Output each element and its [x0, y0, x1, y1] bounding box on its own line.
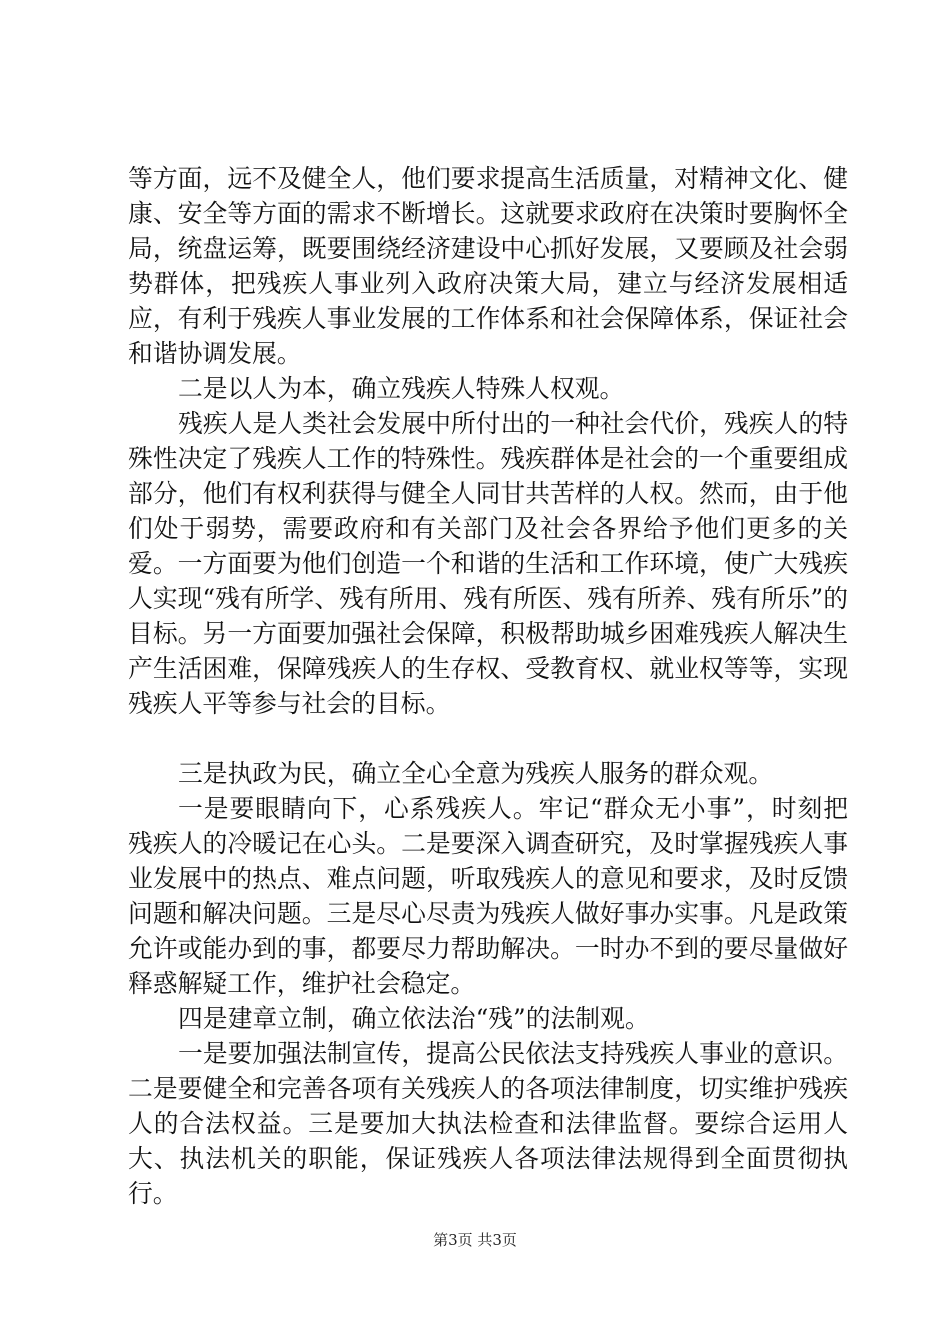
- section-heading-human-rights: 二是以人为本，确立残疾人特殊人权观。: [178, 374, 625, 403]
- section-heading-serve-people: 三是执政为民，确立全心全意为残疾人服务的群众观。: [178, 759, 774, 788]
- page-footer: 第3页 共3页: [433, 1231, 517, 1249]
- section-heading-rule-of-law: 四是建章立制，确立依法治“残”的法制观。: [178, 1004, 650, 1033]
- paragraph-serve-people: 一是要眼睛向下，心系残疾人。牢记“群众无小事”，时刻把残疾人的冷暖记在心头。二是要深入调查研究，及时掌握残疾人事业发展中的热点、难点问题，听取残疾人的意见和要求，及时反馈问题和解决问题。三是尽心尽责为残疾人做好事办实事。凡是政策允许或能办到的事，都要尽力帮助解决。一时办不到的要尽量做好释惑解疑工作，维护社会稳定。: [128, 794, 848, 998]
- paragraph-rule-of-law: 一是要加强法制宣传，提高公民依法支持残疾人事业的意识。二是要健全和完善各项有关残疾人的各项法律制度，切实维护残疾人的合法权益。三是要加大执法检查和法律监督。要综合运用人大、执法机关的职能，保证残疾人各项法律法规得到全面贯彻执行。: [128, 1039, 848, 1208]
- document-body: [128, 161, 848, 1211]
- paragraph-human-rights: 残疾人是人类社会发展中所付出的一种社会代价，残疾人的特殊性决定了残疾人工作的特殊性。残疾群体是社会的一个重要组成部分，他们有权利获得与健全人同甘共苦样的人权。然而，由于他们处于弱势，需要政府和有关部门及社会各界给予他们更多的关爱。一方面要为他们创造一个和谐的生活和工作环境，使广大残疾人实现“残有所学、残有所用、残有所医、残有所养、残有所乐”的目标。另一方面要加强社会保障，积极帮助城乡困难残疾人解决生产生活困难，保障残疾人的生存权、受教育权、就业权等等，实现残疾人平等参与社会的目标。: [128, 409, 848, 718]
- paragraph-continuation: 等方面，远不及健全人，他们要求提高生活质量，对精神文化、健康、安全等方面的需求不断增长。这就要求政府在决策时要胸怀全局，统盘运筹，既要围绕经济建设中心抓好发展，又要顾及社会弱势群体，把残疾人事业列入政府决策大局，建立与经济发展相适应，有利于残疾人事业发展的工作体系和社会保障体系，保证社会和谐协调发展。: [128, 164, 848, 368]
